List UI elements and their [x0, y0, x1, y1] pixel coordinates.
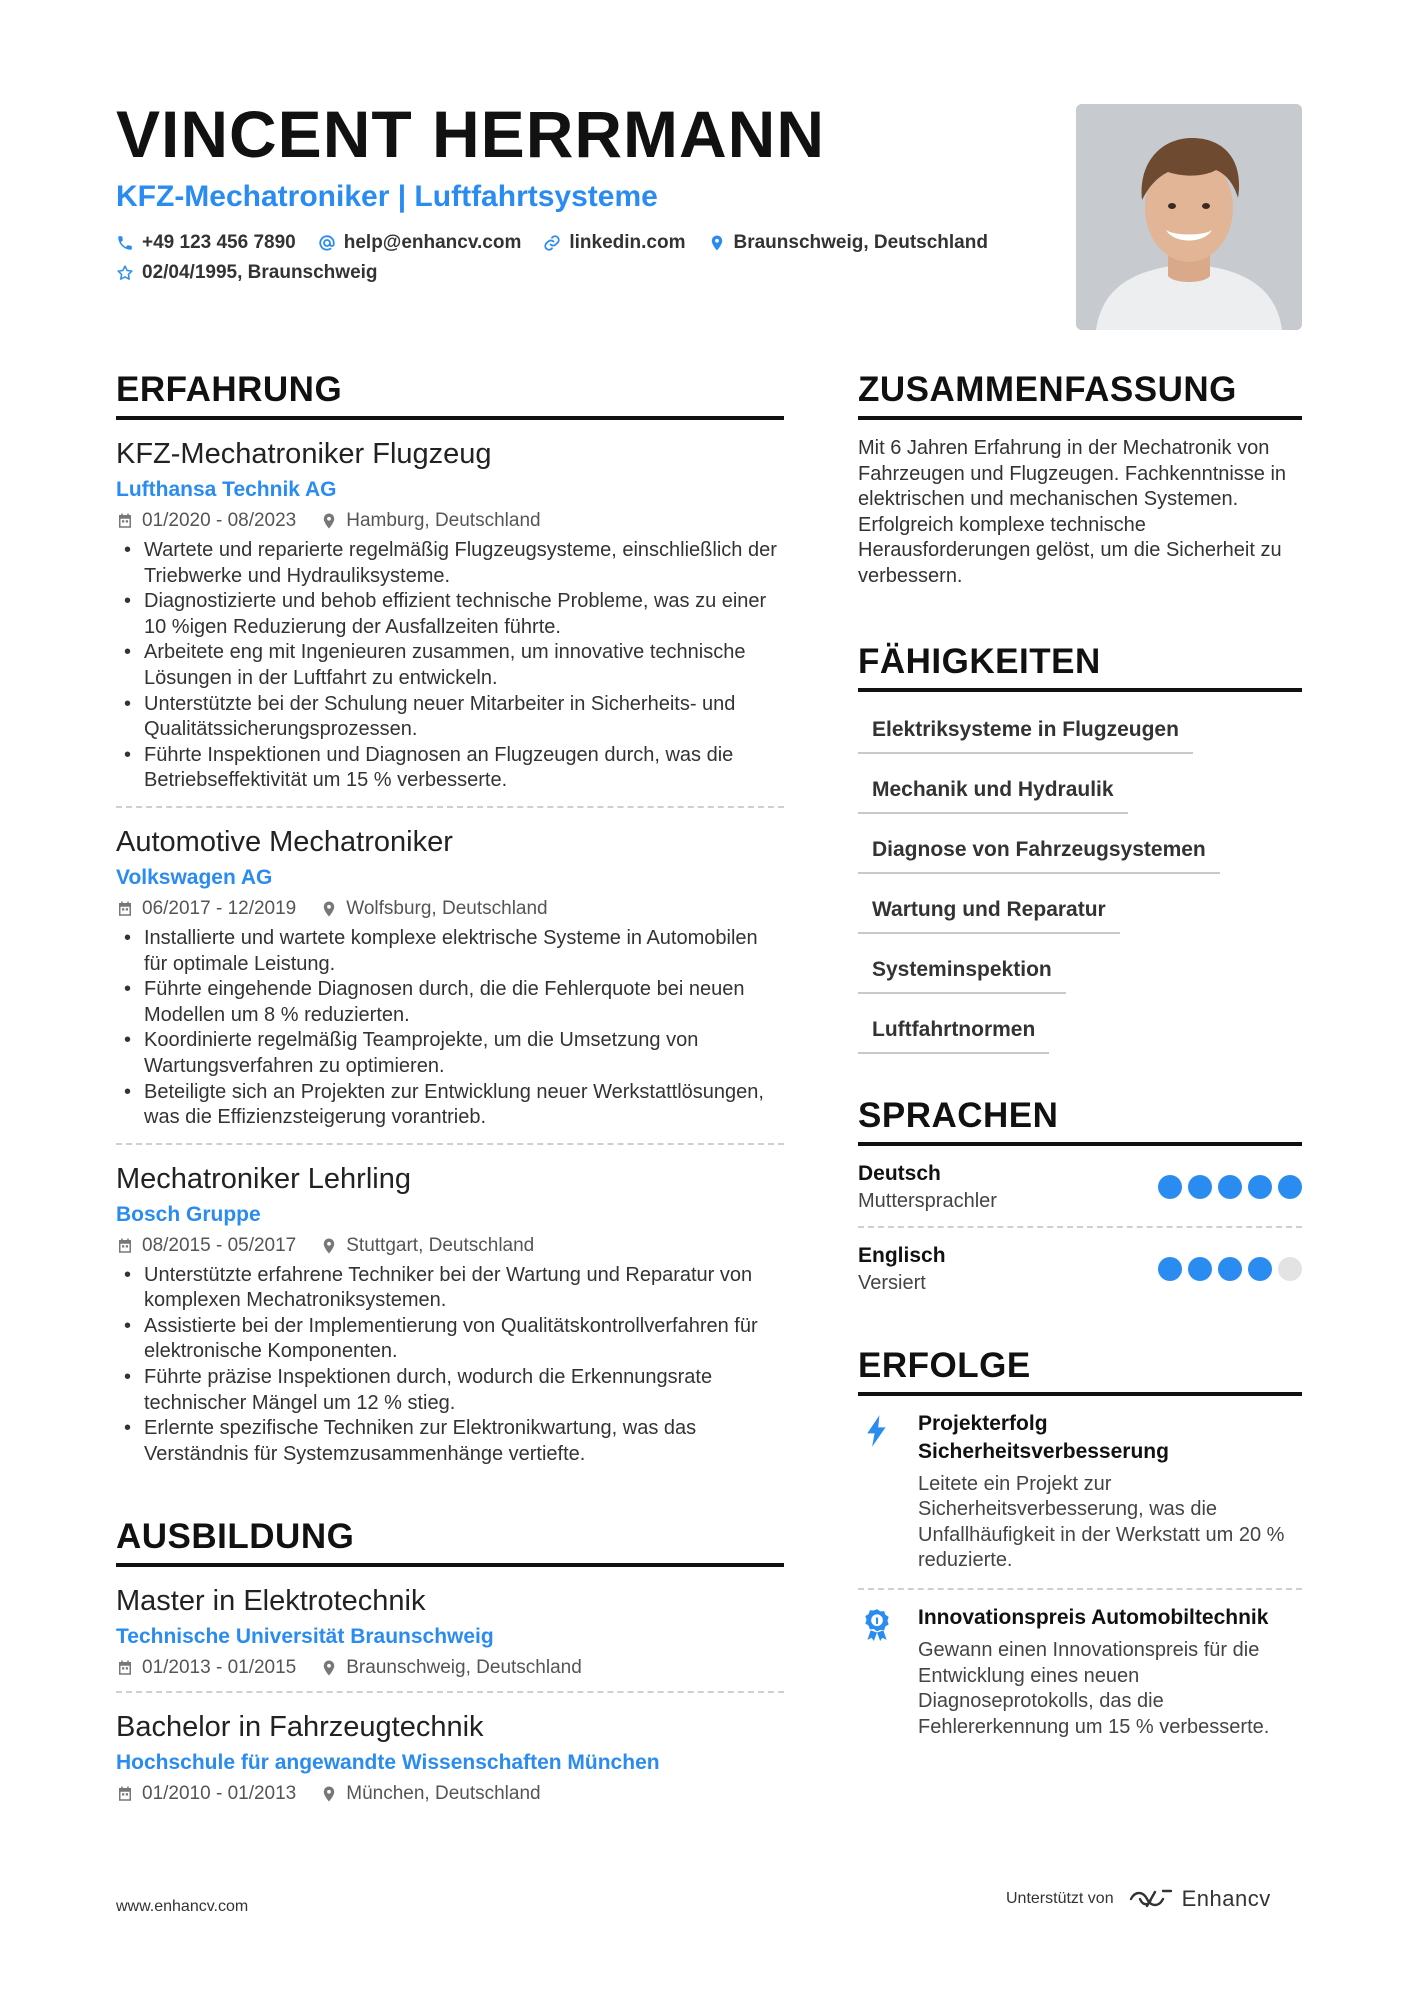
achievements-list [858, 1396, 1302, 1755]
skills-heading: FÄHIGKEITEN [858, 640, 1302, 692]
lightning-icon [858, 1410, 896, 1574]
education-dates [116, 1781, 296, 1807]
language-name: Englisch [858, 1243, 946, 1267]
achievement-desc: Leitete ein Projekt zur Sicherheitsverbesserung, was die Unfallhäufigkeit in der Werkstatt um 20 % reduzierte. [918, 1472, 1285, 1572]
location-pin-icon [320, 1237, 338, 1255]
enhancv-logo-icon [1128, 1887, 1174, 1911]
rating-dot-filled [1278, 1175, 1302, 1199]
enhancv-logo-text: Enhancv [1181, 1886, 1271, 1911]
education-dates-text: 01/2013 - 01/2015 [142, 1657, 297, 1679]
summary-heading: ZUSAMMENFASSUNG [858, 368, 1302, 420]
job-bullet: • Assistierte bei der Implementierung von Qualitätskontrollverfahren für elektronische Komponenten. [116, 1314, 784, 1365]
skill-tag: Luftfahrtnormen [858, 1010, 1049, 1054]
company-name: Lufthansa Technik AG [116, 478, 337, 501]
calendar-icon [116, 900, 134, 918]
skills-list [858, 710, 1302, 1054]
footer-powered-by: Unterstützt von [1006, 1890, 1114, 1907]
job-location [320, 896, 547, 922]
contact-birth-text: 02/04/1995, Braunschweig [142, 262, 378, 283]
achievement-title: Projekterfolg Sicherheitsverbesserung [918, 1411, 1169, 1463]
job-location [320, 508, 540, 534]
at-sign-icon [318, 234, 336, 252]
job-location-text: Wolfsburg, Deutschland [346, 897, 548, 919]
experience-item [116, 808, 784, 1145]
star-icon [116, 264, 134, 282]
job-dates [116, 1233, 296, 1259]
job-bullet: • Unterstützte bei der Schulung neuer Mitarbeiter in Sicherheits- und Qualitätssicherungsprozessen. [116, 692, 784, 743]
education-meta [116, 1655, 784, 1681]
achievement-content [918, 1410, 1302, 1574]
degree-title: Bachelor in Fahrzeugtechnik [116, 1711, 484, 1744]
language-rating [1158, 1175, 1302, 1199]
rating-dot-filled [1218, 1175, 1242, 1199]
job-dates-text: 06/2017 - 12/2019 [142, 897, 297, 919]
rating-dot-filled [1248, 1175, 1272, 1199]
job-location [320, 1233, 534, 1259]
rating-dot-filled [1218, 1257, 1242, 1281]
rating-dot-filled [1188, 1257, 1212, 1281]
achievement-desc: Gewann einen Innovationspreis für die Entwicklung eines neuen Diagnoseprotokolls, das die Fehlererkennung um 15 % verbesserte. [918, 1638, 1270, 1738]
job-bullet: • Arbeitete eng mit Ingenieuren zusammen, um innovative technische Lösungen in der Luftfahrt zu entwickeln. [116, 640, 784, 691]
calendar-icon [116, 1237, 134, 1255]
job-dates [116, 896, 296, 922]
rating-dot-filled [1158, 1257, 1182, 1281]
job-bullet: • Führte eingehende Diagnosen durch, die die Fehlerquote bei neuen Modellen um 8 % reduzierten. [116, 977, 784, 1028]
rating-dot-empty [1278, 1257, 1302, 1281]
location-pin-icon [320, 1659, 338, 1677]
job-bullets [116, 1263, 784, 1468]
education-dates [116, 1655, 296, 1681]
job-bullet: • Beteiligte sich an Projekten zur Entwicklung neuer Werkstattlösungen, was die Effizienzsteigerung vorantrieb. [116, 1080, 784, 1131]
candidate-name: VINCENT HERRMANN [116, 97, 825, 171]
job-bullet: • Installierte und wartete komplexe elektrische Systeme in Automobilen für optimale Leistung. [116, 926, 784, 977]
degree-title: Master in Elektrotechnik [116, 1585, 426, 1618]
contact-location-text: Braunschweig, Deutschland [733, 232, 988, 253]
job-meta [116, 508, 784, 534]
job-bullet: • Wartete und reparierte regelmäßig Flugzeugsysteme, einschließlich der Triebwerke und Hydrauliksysteme. [116, 538, 784, 589]
right-column [858, 368, 1302, 1754]
resume-header [116, 96, 1076, 284]
language-info [858, 1242, 946, 1296]
phone-icon [116, 234, 134, 252]
job-location-text: Stuttgart, Deutschland [346, 1234, 535, 1256]
language-item [858, 1228, 1302, 1308]
achievement-item [858, 1590, 1302, 1754]
contact-phone[interactable] [116, 232, 296, 254]
calendar-icon [116, 1659, 134, 1677]
education-location [320, 1655, 582, 1681]
language-name: Deutsch [858, 1161, 941, 1185]
education-meta [116, 1781, 784, 1807]
job-bullet: • Koordinierte regelmäßig Teamprojekte, um die Umsetzung von Wartungsverfahren zu optimieren. [116, 1028, 784, 1079]
contact-email-text: help@enhancv.com [343, 232, 522, 253]
language-level: Versiert [858, 1271, 926, 1294]
job-bullets [116, 926, 784, 1131]
contact-linkedin-text: linkedin.com [569, 232, 686, 253]
language-rating [1158, 1257, 1302, 1281]
job-title: KFZ-Mechatroniker Flugzeug [116, 438, 492, 470]
rating-dot-filled [1248, 1257, 1272, 1281]
school-name: Hochschule für angewandte Wissenschaften München [116, 1751, 660, 1775]
rating-dot-filled [1158, 1175, 1182, 1199]
education-location-text: München, Deutschland [346, 1783, 541, 1805]
job-location-text: Hamburg, Deutschland [346, 510, 541, 531]
job-bullet: • Führte präzise Inspektionen durch, wodurch die Erkennungsrate technischer Mängel um 12 % stieg. [116, 1365, 784, 1416]
job-meta [116, 896, 784, 922]
education-location-text: Braunschweig, Deutschland [346, 1657, 582, 1679]
education-item [116, 1693, 784, 1817]
experience-item [116, 420, 784, 808]
education-item [116, 1567, 784, 1693]
skill-tag: Systeminspektion [858, 950, 1066, 994]
job-title: Automotive Mechatroniker [116, 825, 453, 858]
job-bullet: • Führte Inspektionen und Diagnosen an Flugzeugen durch, was die Betriebseffektivität um 15 % verbesserte. [116, 743, 784, 794]
job-meta [116, 1233, 784, 1259]
summary-text: Mit 6 Jahren Erfahrung in der Mechatronik von Fahrzeugen und Flugzeugen. Fachkenntnisse in elektrischen und mechanischen Systemen. Erfolgreich komplexe technische Herausforderungen gelöst, um die Sicherheit zu verbessern. [858, 437, 1287, 587]
calendar-icon [116, 1785, 134, 1803]
experience-heading: ERFAHRUNG [116, 368, 784, 420]
education-heading: AUSBILDUNG [116, 1515, 784, 1567]
company-name: Bosch Gruppe [116, 1202, 261, 1226]
education-list [116, 1567, 784, 1817]
footer-website[interactable]: www.enhancv.com [116, 1898, 249, 1915]
job-dates [116, 508, 296, 534]
job-title: Mechatroniker Lehrling [116, 1162, 411, 1195]
location-pin-icon [320, 512, 338, 530]
location-pin-icon [708, 234, 726, 252]
experience-list [116, 420, 784, 1479]
contact-birth [116, 262, 378, 284]
job-bullet: • Erlernte spezifische Techniken zur Elektronikwartung, was das Verständnis für Systemzusammenhänge vertiefte. [116, 1416, 784, 1467]
languages-list [858, 1146, 1302, 1308]
education-dates-text: 01/2010 - 01/2013 [142, 1783, 297, 1805]
candidate-title: KFZ-Mechatroniker | Luftfahrtsysteme [116, 180, 658, 213]
location-pin-icon [320, 900, 338, 918]
job-dates-text: 08/2015 - 05/2017 [142, 1234, 297, 1256]
skill-tag: Elektriksysteme in Flugzeugen [858, 710, 1193, 754]
achievements-heading: ERFOLGE [858, 1344, 1302, 1396]
contact-list [116, 232, 1076, 284]
company-name: Volkswagen AG [116, 865, 273, 889]
achievement-title: Innovationspreis Automobiltechnik [918, 1605, 1269, 1629]
education-location [320, 1781, 540, 1807]
skill-tag: Diagnose von Fahrzeugsystemen [858, 830, 1220, 874]
language-level: Muttersprachler [858, 1189, 997, 1212]
job-bullet: • Diagnostizierte und behob effizient technische Probleme, was zu einer 10 %igen Reduzierung der Ausfallzeiten führte. [116, 589, 784, 640]
job-dates-text: 01/2020 - 08/2023 [142, 510, 297, 531]
job-bullet: • Unterstützte erfahrene Techniker bei der Wartung und Reparatur von komplexen Mechatroniksystemen. [116, 1263, 784, 1314]
calendar-icon [116, 512, 134, 530]
school-name: Technische Universität Braunschweig [116, 1625, 494, 1649]
experience-item [116, 1145, 784, 1480]
enhancv-logo[interactable] [1128, 1886, 1271, 1912]
profile-photo [1076, 104, 1302, 330]
skill-tag: Mechanik und Hydraulik [858, 770, 1128, 814]
footer-branding [1006, 1886, 1271, 1912]
award-ribbon-icon [858, 1604, 896, 1740]
link-icon [543, 234, 561, 252]
left-column [116, 368, 784, 1817]
contact-location [708, 232, 988, 254]
location-pin-icon [320, 1785, 338, 1803]
job-bullets [116, 538, 784, 794]
contact-phone-text: +49 123 456 7890 [142, 232, 296, 253]
contact-linkedin[interactable] [543, 232, 685, 254]
rating-dot-filled [1188, 1175, 1212, 1199]
skill-tag: Wartung und Reparatur [858, 890, 1120, 934]
achievement-item [858, 1396, 1302, 1590]
languages-heading: SPRACHEN [858, 1094, 1302, 1146]
contact-email[interactable] [318, 232, 522, 254]
language-info [858, 1160, 997, 1214]
language-item [858, 1146, 1302, 1228]
achievement-content [918, 1604, 1302, 1740]
